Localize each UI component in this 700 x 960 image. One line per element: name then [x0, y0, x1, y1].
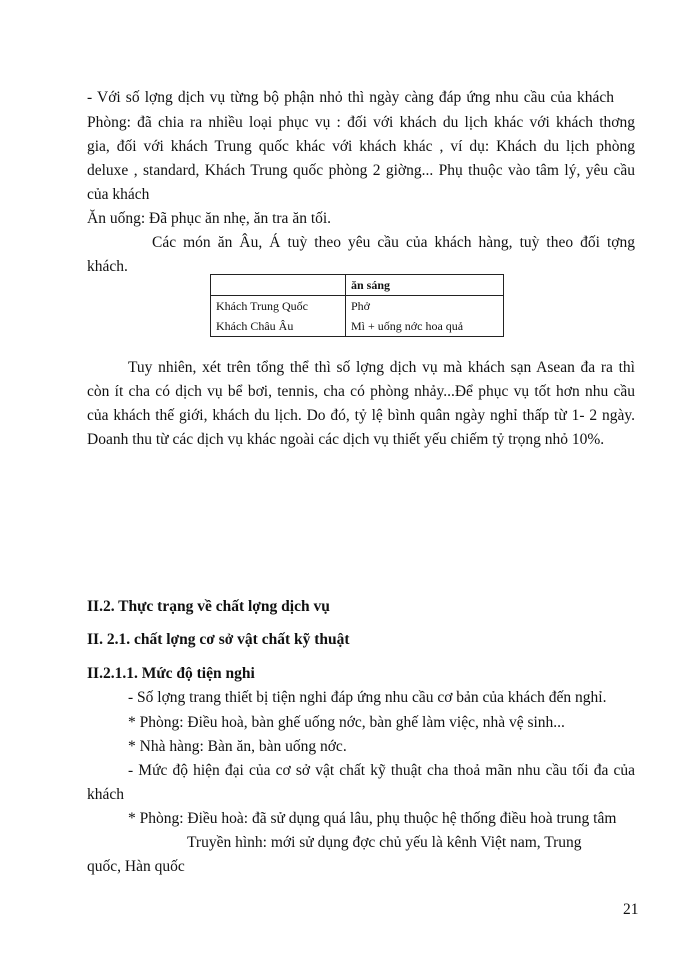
table-row [211, 296, 504, 317]
text-line: gia, đối với khách Trung quốc khác với khách khác , ví dụ: Khách du lịch phòng [87, 138, 635, 155]
table-row [211, 316, 504, 337]
text-line: - Với số lợng dịch vụ từng bộ phận nhỏ thì ngày càng đáp ứng nhu cầu của khách [87, 89, 614, 106]
subsubsection-heading: II.2.1.1. Mức độ tiện nghi [87, 665, 255, 682]
text-line: Các món ăn Âu, Á tuỳ theo yêu cầu của khách hàng, tuỳ theo đối tợng [152, 234, 635, 251]
table-cell: Khách Trung Quốc [211, 296, 346, 317]
text-line: * Nhà hàng: Bàn ăn, bàn uống nớc. [128, 738, 347, 755]
text-line: khách. [87, 258, 128, 275]
meal-table [210, 274, 504, 337]
text-line: Ăn uống: Đã phục ăn nhẹ, ăn tra ăn tối. [87, 210, 332, 227]
section-heading: II.2. Thực trạng về chất lợng dịch vụ [87, 598, 330, 615]
text-line: * Phòng: Điều hoà, bàn ghế uống nớc, bàn ghế làm việc, nhà vệ sinh... [128, 714, 565, 731]
text-line: quốc, Hàn quốc [87, 858, 185, 875]
subsection-heading: II. 2.1. chất lợng cơ sở vật chất kỹ thuật [87, 631, 350, 648]
table-header-cell [211, 275, 346, 296]
text-line: khách [87, 786, 125, 803]
text-line: của khách [87, 186, 150, 203]
text-line: Tuy nhiên, xét trên tổng thể thì số lợng dịch vụ mà khách sạn Asean đa ra thì [128, 359, 635, 376]
table-cell: Mì + uống nớc hoa quả [346, 316, 504, 337]
text-line: Truyền hình: mới sử dụng đợc chủ yếu là kênh Việt nam, Trung [187, 834, 582, 851]
table-cell: Khách Châu Âu [211, 316, 346, 337]
table-header-cell: ăn sáng [346, 275, 504, 296]
text-line: - Số lợng trang thiết bị tiện nghi đáp ứng nhu cầu cơ bản của khách đến nghỉ. [128, 689, 607, 706]
text-line: còn ít cha có dịch vụ bể bơi, tennis, cha có phòng nhảy...Để phục vụ tốt hơn nhu cầu [87, 383, 635, 400]
text-line: * Phòng: Điều hoà: đã sử dụng quá lâu, phụ thuộc hệ thống điều hoà trung tâm [128, 810, 617, 827]
text-line: Phòng: đã chia ra nhiều loại phục vụ : đối với khách du lịch khác với khách thơng [87, 114, 635, 131]
page-number: 21 [623, 901, 639, 918]
table-cell: Phở [346, 296, 504, 317]
text-line: Doanh thu từ các dịch vụ khác ngoài các dịch vụ thiết yếu chiếm tỷ trọng nhỏ 10%. [87, 431, 605, 448]
text-line: deluxe , standard, Khách Trung quốc phòng 2 giờng... Phụ thuộc vào tâm lý, yêu cầu [87, 162, 635, 179]
text-line: - Mức độ hiện đại của cơ sở vật chất kỹ thuật cha thoả mãn nhu cầu tối đa của [128, 762, 635, 779]
text-line: của khách thế giới, khách du lịch. Do đó, tỷ lệ bình quân ngày nghỉ thấp từ 1- 2 ngày. [87, 407, 635, 424]
table-header-row [211, 275, 504, 296]
